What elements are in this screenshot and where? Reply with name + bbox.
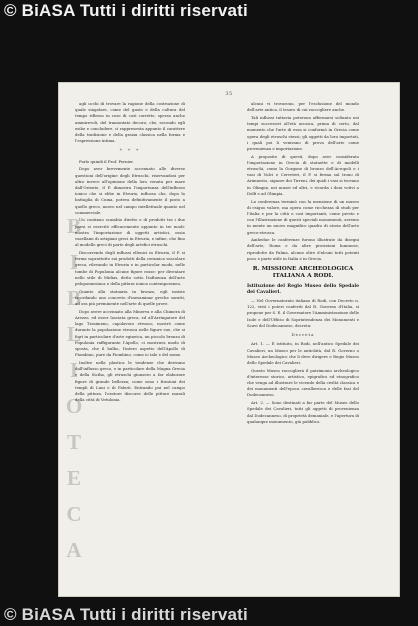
paragraph: Tali influssi tuttavia poterono affermarsi soltanto nei tempi successivi all'età arcaica, prima di certo, dal momento che l'arte di essa si conformò in Grecia come opera degli etruschi stessi; gli oggetti da loro importati, i quali poi li venivano di prova dell'arte come provenienza e importazione. <box>247 114 359 151</box>
document-page <box>58 82 400 597</box>
left-column <box>75 101 185 405</box>
stamp-letter: I <box>69 357 79 382</box>
paragraph: Art. 1. — È istituito, in Rodi, nell'antico Spedale dei Cavalieri, un Museo per le antichità, dal R. Governo o Museo Archeologico che li deve dirigere e Regio Museo dello Spedale dei Cavalieri. <box>247 341 359 365</box>
decree-label: Decreta <box>291 332 315 338</box>
paragraph: Parlo quindi il Prof. Pernier. <box>79 158 134 164</box>
paragraph: Discorrendo degli influssi ellenici in Etruria, il P. si ferma soprattutto sui prodotti della ceramica vascolare greca, rilevando in Etruria e in particolar modo, nelle tombe di Populonia alcune figure rosse: per diventare nello stile di Midias, detto sotto l'influenza dell'arte peloponnesiaca e della pittura ionica contemporanea. <box>75 249 185 286</box>
stamp-letter: C <box>66 501 82 526</box>
paragraph: Un continuo scambio diretto e di prodotti tra i due paesi si esercitò efficacemente appunto in tre modi: mostra l'importazione di oggetti artistici, ossia vasellami di artigiani greci in Etruria, e infine, che fino al modello greci di parte degli artefici etruschi. <box>75 217 185 248</box>
paragraph: agli occhi di trovare la ragione della costruzione di quale singolare, come del gusto e della cultura del tempo riflesso in cose di così corrette, spesso anche ammirevoli, del tramontato decoro, che, secondo egli esibe e concludere, ci rappresenta appunto il carattere della tradizione e della grazia classica nella forma e l'espressione intima. <box>75 101 185 144</box>
stamp-letter: I <box>69 249 79 274</box>
stamp-letter: A <box>66 537 82 562</box>
watermark-banner-top: © BiASA Tutti i diritti riservati <box>4 1 248 20</box>
paragraph: Questo Museo raccoglierà il patrimonio archeologico d'interesse storico, artistico, epigrafico ed etnografico che venga ad illustrare le vicende della civiltà classica e dei monumenti dell'epoca cavalleresca e delle fasi del Dodecanneso. <box>247 367 359 398</box>
ornament-divider: * * * <box>119 148 141 155</box>
stamp-letter: O <box>65 393 83 418</box>
stamp-letter: B <box>66 285 81 310</box>
stamp-letter: T <box>66 429 81 454</box>
page-number: 35 <box>225 91 233 97</box>
right-column <box>247 101 359 426</box>
subsection-title: Istituzione del Regio Museo dello Spedale dei Cavalieri. <box>247 284 359 296</box>
paragraph: Art. 2. — Sono destinati a far parte del Museo dello Spedale dei Cavalieri, tutti gli oggetti di provenienza dal Dodecanneso, di proprietà demaniale, e l'apertura di qualunque monumento, già pubblico. <box>247 400 359 424</box>
watermark-banner-bottom: © BiASA Tutti i diritti riservati <box>4 605 248 624</box>
stamp-letter: E <box>66 465 81 490</box>
section-title: R. MISSIONE ARCHEOLOGICA ITALIANA A RODI. <box>252 266 354 280</box>
paragraph: Dopo aver brevemente accennato alle diverse questioni dell'origine degli Etruschi, riservandosi per altro invece all'opinione della loro venuta per mare dall'Oriente, il P. dimostra l'importanza dell'influsso ionico che si ebbe in Etruria, influsso che, dopo la battaglia di Cuma, poteva definitivamente il posto a quello greco, nuovo nel campo intellettuale quanto nel commerciale. <box>75 166 185 215</box>
paragraph: Ambedue le conferenze furono illustrate da disegni dell'arte, Roma e da altre proiezioni luminose, riprodotte da Palma, alcune oltre d'alcuni tutti potenti poco e parte utile in Italia e in Grecia. <box>247 237 359 261</box>
paragraph: alcuni vi trovarono, per l'esclusione del mondo dell'arte antica, il tesoro di cui raccogliere anche. <box>247 101 359 113</box>
paragraph: Dopo avere accennato alla Minerva e alla Chimera di Arezzo, ed esser lasciata greca, ed all'Arringatore del lago Trasimeno, capolavoro etrusco, mostrò come durante la popolazione etrusca nelle figure sue, che si fiorì in particolare d'arte egineica, un piccolo bronzo di Populonia raffigurante l'Apollo, ci mostrava modo di sposta, che il bulbo, l'intero aspetto dell'Apollo di Piombino, pure da Piombino, come io tale e del nome. <box>75 308 185 358</box>
stamp-letter: L <box>66 321 81 346</box>
paragraph: A proposito di questi, dopo aver considerato l'importazione in Grecia di statuette e di modelli etruschi, come la Gorgone di bronzo dell'Acropoli e i vasi di Vulci e Cerveteri, il P. si ferma sul trono di Arimnesto, signore dei Tirreni, dei quali i vasi si trovano in Olimpia, nei musei ed altri, e ricorda i doni votivi a Delfi e ad Olimpia. <box>247 153 359 196</box>
paragraph: — Nel Governatorato italiano di Rodi, con Decreto n. 122, visti i poteri conferiti dal R. Governo d'Italia, si propone per S. E. il Governatore l'Amministrazione delle Isole e dell'Ufficio di Soprintendenza dei Monumenti e Scavi del Dodecanneso, decreta: <box>247 298 359 328</box>
stamp-letter: B <box>66 213 81 238</box>
paragraph: Inoltre nella plastica le tendenze che derivano dall'influsso greco, e in particolare della Magna Grecia e della Sicilia, gli etruschi giunsero a far elaborare figure di grande bellezza; come sono i frontoni dei templi di Luni e di Falerii. Entrando poi nel campo della pittura, l'oratore discorse delle pitture murali della città di Vetulonia. <box>75 359 185 403</box>
paragraph: La conferenza terminò con la menzione di un museo di esiguo valore, ma opera come ricchezza di studi per l'Italia e per la città e così importanti, come presto e con l'illustrazione di questi speciali monumenti, avremo in mente un nuovo magnifico quadro di storia dell'arte greco-etrusca. <box>247 198 359 235</box>
paragraph: Quanto alla statuaria in bronzo, egli insiste ricordando uno concreto d'inesaminar greche saratti, ad ora più preminente nell'arte di quelle prove. <box>75 288 185 307</box>
